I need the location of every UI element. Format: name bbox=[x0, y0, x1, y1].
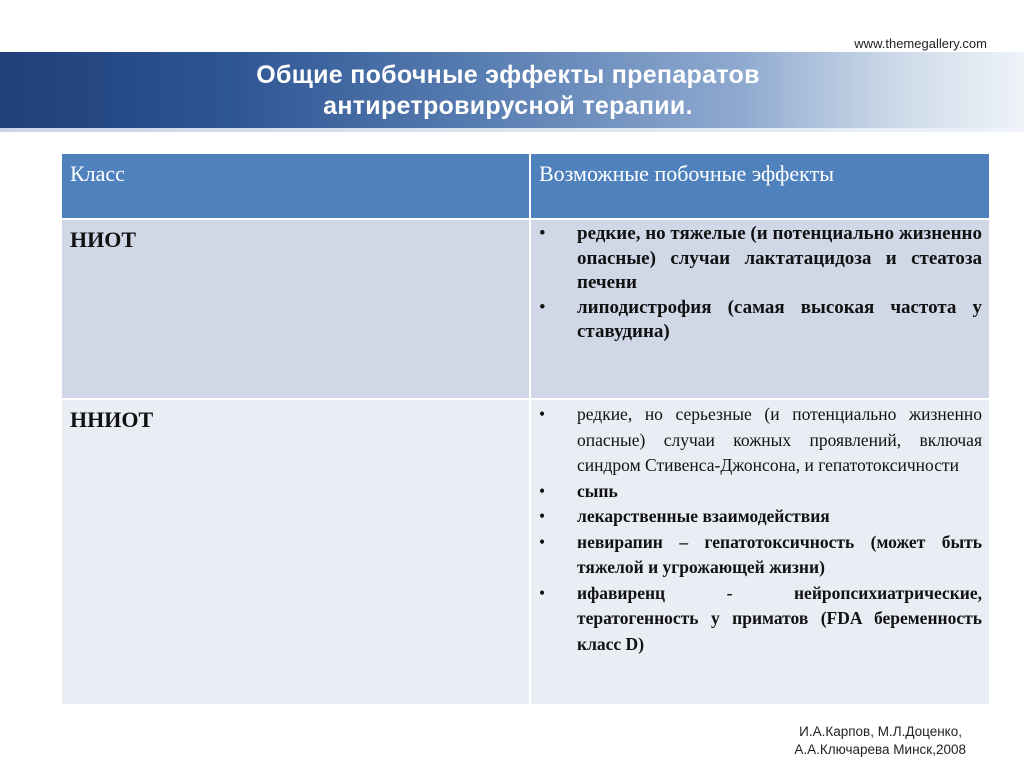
bullet-icon: • bbox=[539, 531, 546, 552]
effect-text: невирапин – гепатотоксичность (может быть тяжелой и угрожающей жизни) bbox=[577, 531, 982, 577]
class-cell-nniot: ННИОТ bbox=[61, 399, 530, 705]
class-cell-niot: НИОТ bbox=[61, 219, 530, 399]
slide-title bbox=[0, 60, 1024, 122]
column-header-effects: Возможные побочные эффекты bbox=[530, 153, 990, 219]
bullet-icon: • bbox=[539, 404, 546, 424]
effect-text: липодистрофия (самая высокая частота у ставудина) bbox=[577, 296, 982, 342]
list-item bbox=[537, 296, 982, 345]
side-effects-table bbox=[60, 152, 991, 706]
column-header-class: Класс bbox=[61, 153, 530, 219]
bullet-icon: • bbox=[539, 223, 546, 244]
list-item bbox=[537, 504, 982, 530]
list-item bbox=[537, 581, 982, 658]
effects-list bbox=[537, 222, 982, 345]
site-url: www.themegallery.com bbox=[854, 36, 987, 51]
list-item bbox=[537, 530, 982, 581]
bullet-icon: • bbox=[539, 506, 546, 526]
bullet-icon: • bbox=[539, 582, 546, 603]
bullet-icon: • bbox=[539, 480, 546, 501]
effects-cell-nniot bbox=[530, 399, 990, 705]
effect-text: лекарственные взаимодействия bbox=[577, 506, 830, 526]
bullet-icon: • bbox=[539, 296, 546, 318]
list-item bbox=[537, 222, 982, 296]
effect-text: редкие, но тяжелые (и потенциально жизненно опасные) случаи лактатацидоза и стеатоза печени bbox=[577, 223, 982, 293]
effect-text: редкие, но серьезные (и потенциально жизненно опасные) случаи кожных проявлений, включая синдром Стивенса-Джонсона, и гепатотоксичности bbox=[577, 404, 982, 475]
authors-line-1: И.А.Карпов, М.Л.Доценко, bbox=[799, 724, 962, 739]
side-effects-table-container bbox=[60, 152, 989, 706]
list-item bbox=[537, 479, 982, 505]
table-header-row bbox=[61, 153, 990, 219]
list-item bbox=[537, 402, 982, 479]
effect-text: ифавиренц - нейропсихиатрические, тератогенность у приматов (FDA беременность класс D) bbox=[577, 582, 982, 654]
authors-line-2: А.А.Ключарева Минск,2008 bbox=[794, 742, 966, 757]
effect-text: сыпь bbox=[577, 480, 618, 501]
slide-title-line-2: антиретровирусной терапии. bbox=[323, 92, 693, 120]
table-row bbox=[61, 399, 990, 705]
authors-credit bbox=[794, 723, 966, 759]
effects-cell-niot bbox=[530, 219, 990, 399]
slide-title-line-1: Общие побочные эффекты препаратов bbox=[256, 61, 760, 89]
effects-list bbox=[537, 402, 982, 657]
table-row bbox=[61, 219, 990, 399]
